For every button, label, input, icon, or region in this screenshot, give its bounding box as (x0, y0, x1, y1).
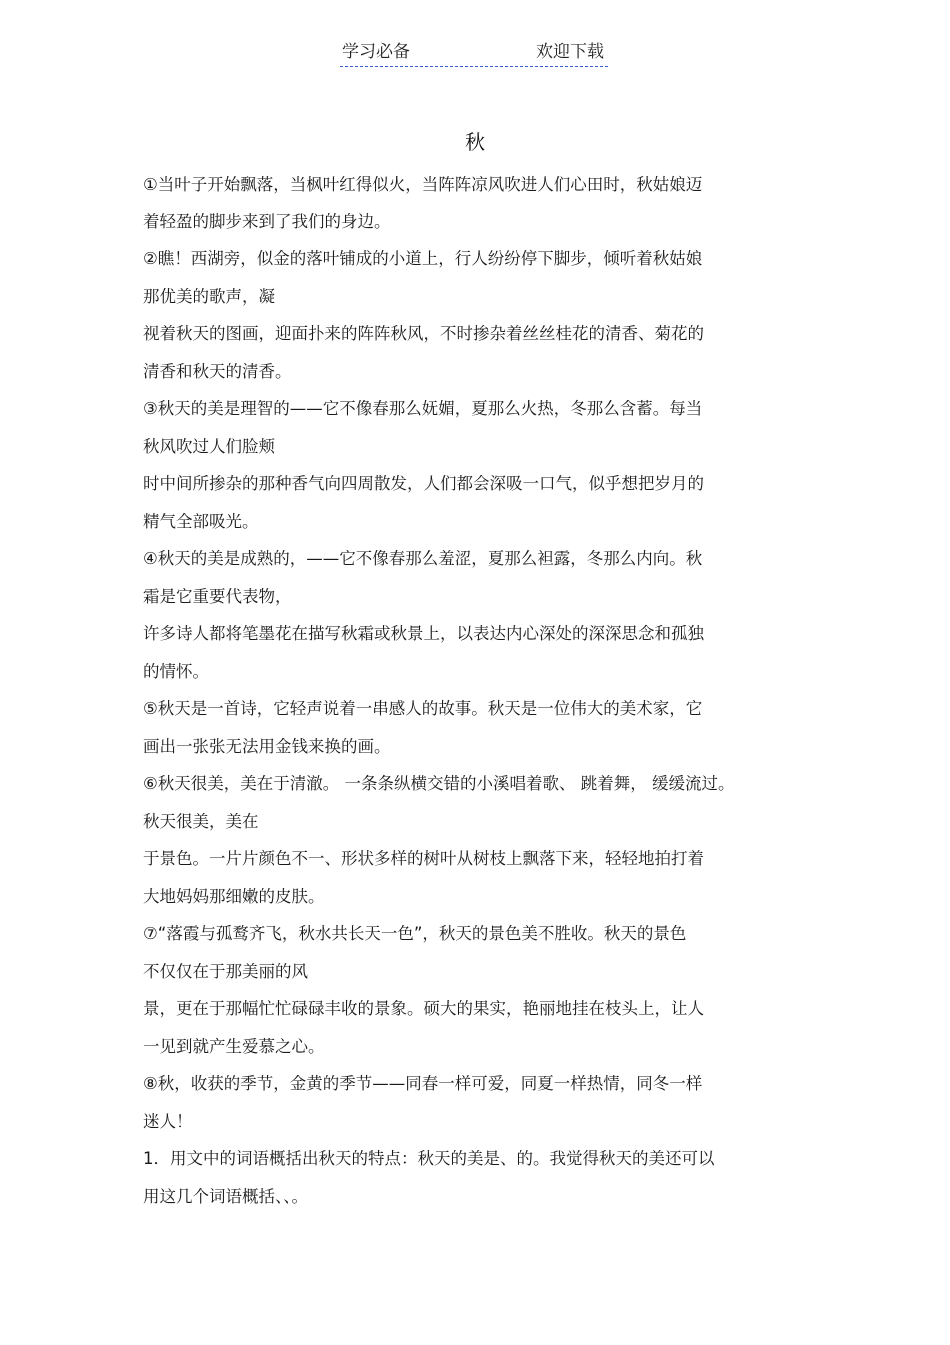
text-line: ⑥秋天很美，美在于清澈。 一条条纵横交错的小溪唱着歌、 跳着舞， 缓缓流过。 (143, 774, 735, 793)
text-line: ④秋天的美是成熟的，——它不像春那么羞涩，夏那么袒露，冬那么内向。秋 (143, 549, 703, 568)
question-line: 1．用文中的词语概括出秋天的特点：秋天的美是、的。我觉得秋天的美还可以 (143, 1149, 715, 1168)
text-line: ⑤秋天是一首诗，它轻声说着一串感人的故事。秋天是一位伟大的美术家，它 (143, 699, 703, 718)
text-line: 秋风吹过人们脸颊 (143, 437, 275, 456)
text-line: 一见到就产生爱慕之心。 (143, 1037, 325, 1056)
text-line: 于景色。一片片颜色不一、形状多样的树叶从树枝上飘落下来，轻轻地拍打着 (143, 849, 704, 868)
text-line: 许多诗人都将笔墨花在描写秋霜或秋景上，以表达内心深处的深深思念和孤独 (143, 624, 704, 643)
text-line: 的情怀。 (143, 662, 209, 681)
text-line: ②瞧！西湖旁，似金的落叶铺成的小道上，行人纷纷停下脚步，倾听着秋姑娘 (143, 249, 703, 268)
text-line: ⑧秋，收获的季节，金黄的季节——同春一样可爱，同夏一样热情，同冬一样 (143, 1074, 703, 1093)
text-line: 画出一张张无法用金钱来换的画。 (143, 737, 391, 756)
text-line: ③秋天的美是理智的——它不像春那么妩媚，夏那么火热，冬那么含蓄。每当 (143, 399, 703, 418)
question-line: 用这几个词语概括、、。 (143, 1187, 308, 1206)
text-line: 景，更在于那幅忙忙碌碌丰收的景象。硕大的果实，艳丽地挂在枝头上，让人 (143, 999, 704, 1018)
text-line: 清香和秋天的清香。 (143, 362, 292, 381)
header-right-text: 欢迎下载 (536, 42, 604, 62)
text-line: 时中间所掺杂的那种香气向四周散发，人们都会深吸一口气，似乎想把岁月的 (143, 474, 704, 493)
header-left-text: 学习必备 (342, 42, 410, 62)
text-line: ⑦“落霞与孤鹜齐飞，秋水共长天一色”，秋天的景色美不胜收。秋天的景色 (143, 924, 687, 943)
text-line: 迷人！ (143, 1112, 193, 1131)
text-line: 着轻盈的脚步来到了我们的身边。 (143, 212, 391, 231)
text-line: 大地妈妈那细嫩的皮肤。 (143, 887, 325, 906)
text-line: ①当叶子开始飘落，当枫叶红得似火，当阵阵凉风吹进人们心田时，秋姑娘迈 (143, 175, 703, 194)
text-line: 那优美的歌声，凝 (143, 287, 275, 306)
text-line: 秋天很美，美在 (143, 812, 259, 831)
article-title: 秋 (465, 130, 485, 154)
text-line: 不仅仅在于那美丽的风 (143, 962, 308, 981)
text-line: 霜是它重要代表物， (143, 587, 292, 606)
text-line: 视着秋天的图画，迎面扑来的阵阵秋风，不时掺杂着丝丝桂花的清香、菊花的 (143, 324, 704, 343)
page-header (340, 40, 608, 67)
text-line: 精气全部吸光。 (143, 512, 259, 531)
